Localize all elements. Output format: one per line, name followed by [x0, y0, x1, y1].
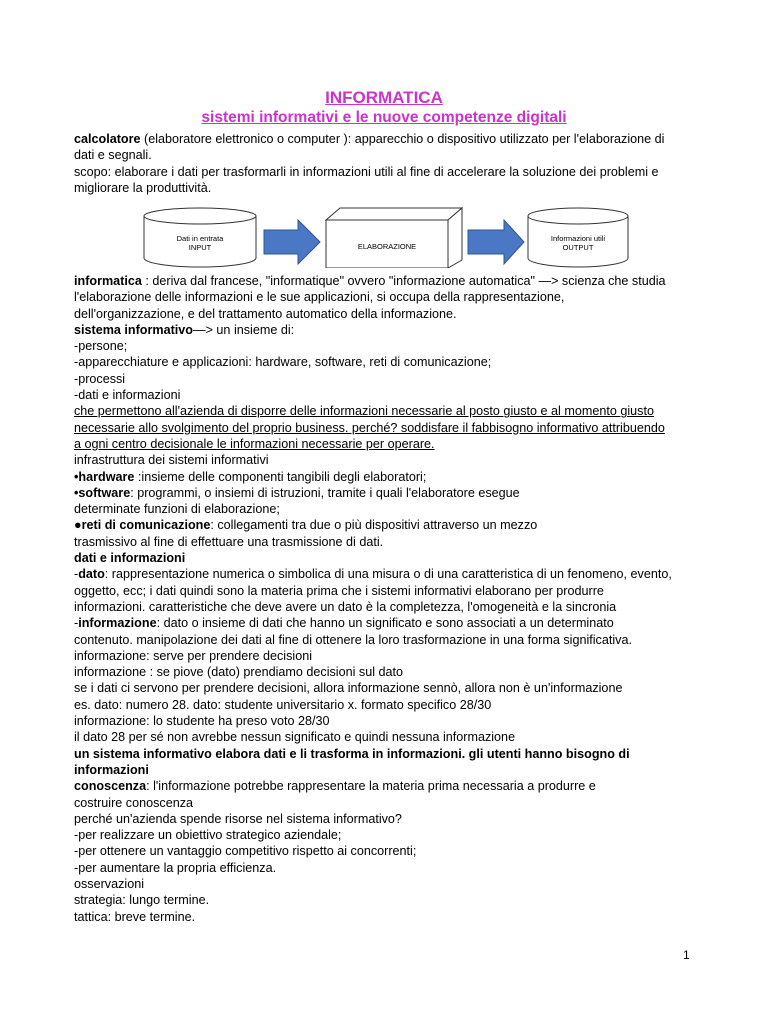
input-label-1: Dati in entrata [176, 234, 224, 243]
arrow-right-icon [264, 220, 320, 264]
text-line: -per aumentare la propria efficienza. [74, 860, 277, 875]
text-line: l'elaborazione delle informazioni e le sue applicazioni, si occupa della rappresentazione, [74, 290, 565, 305]
text-line: un sistema informativo elabora dati e li trasforma in informazioni. gli utenti hanno bisogno di [74, 746, 630, 761]
input-process-output-diagram [140, 206, 630, 268]
body-text [74, 131, 700, 196]
output-cylinder [528, 208, 628, 267]
text-line: informatica : deriva dal francese, "informatique" ovvero "informazione automatica" —> scienza che studia [74, 274, 666, 288]
text-line: es. dato: numero 28. dato: studente universitario x. formato specifico 28/30 [74, 697, 492, 712]
text-line: ●reti di comunicazione: collegamenti tra due o più dispositivi attraverso un mezzo [74, 518, 538, 533]
text-line: infrastruttura dei sistemi informativi [74, 453, 269, 468]
text-line: a ogni centro decisionale le informazioni necessarie per operare. [74, 436, 435, 451]
text-line: sistema informativo—> un insieme di: [74, 322, 295, 337]
text-line: informazione: lo studente ha preso voto 28/30 [74, 714, 330, 729]
text-line: -persone; [74, 339, 128, 354]
text-line: migliorare la produttività. [74, 180, 212, 195]
process-box [326, 208, 462, 268]
text-line: -dato: rappresentazione numerica o simbolica di una misura o di una caratteristica di un fenomeno, evento, [74, 567, 672, 582]
text-line: dell'organizzazione, e del trattamento automatico della informazione. [74, 306, 457, 321]
text-line: il dato 28 per sé non avrebbe nessun significato e quindi nessuna informazione [74, 730, 516, 745]
text-line: calcolatore (elaboratore elettronico o computer ): apparecchio o dispositivo utilizzato per l'elaborazione di [74, 132, 665, 146]
text-line: osservazioni [74, 876, 144, 891]
input-label-2: INPUT [188, 243, 212, 252]
process-label: ELABORAZIONE [357, 242, 417, 251]
text-line: contenuto. manipolazione dei dati al fine di ottenere la loro trasformazione in una forma significativa. [74, 632, 632, 647]
input-cylinder [144, 208, 256, 267]
text-line: tattica: breve termine. [74, 909, 196, 924]
text-line: dati e informazioni [74, 551, 186, 566]
text-line: scopo: elaborare i dati per trasformarli in informazioni utili al fine di accelerare la soluzione dei problemi e [74, 164, 659, 179]
output-label-1: Informazioni utili [550, 234, 606, 243]
page-number: 1 [683, 948, 690, 962]
text-line: dati e segnali. [74, 148, 152, 163]
text-line: perché un'azienda spende risorse nel sistema informativo? [74, 811, 402, 826]
page-title: INFORMATICA [325, 88, 443, 107]
arrow-right-icon [468, 220, 524, 264]
text-line: •software: programmi, o insiemi di istruzioni, tramite i quali l'elaboratore esegue [74, 485, 520, 500]
text-line: informazioni. caratteristiche che deve avere un dato è la completezza, l'omogeneità e la sincronia [74, 599, 617, 614]
text-line: -dati e informazioni [74, 388, 181, 403]
text-line: costruire conoscenza [74, 795, 194, 810]
text-line: -apparecchiature e applicazioni: hardware, software, reti di comunicazione; [74, 355, 492, 370]
text-line: -informazione: dato o insieme di dati che hanno un significato e sono associati a un determinato [74, 616, 614, 631]
text-line: informazione : se piove (dato) prendiamo decisioni sul dato [74, 665, 404, 680]
text-line: se i dati ci servono per prendere decisioni, allora informazione sennò, allora non è un'informazione [74, 681, 623, 696]
text-line: trasmissivo al fine di effettuare una trasmissione di dati. [74, 534, 384, 549]
text-line: -processi [74, 371, 126, 386]
text-line: necessarie allo svolgimento del proprio business. perché? soddisfare il fabbisogno informativo attribuendo [74, 420, 665, 435]
text-line: •hardware :insieme delle componenti tangibili degli elaboratori; [74, 469, 427, 484]
text-line: conoscenza: l'informazione potrebbe rappresentare la materia prima necessaria a produrre e [74, 779, 596, 794]
text-line: che permettono all'azienda di disporre delle informazioni necessarie al posto giusto e al momento giusto [74, 404, 654, 419]
text-line: informazioni [74, 762, 149, 777]
text-line: determinate funzioni di elaborazione; [74, 502, 280, 517]
text-line: strategia: lungo termine. [74, 893, 210, 908]
page-subtitle: sistemi informativi e le nuove competenze digitali [201, 109, 567, 126]
text-line: informazione: serve per prendere decisioni [74, 648, 313, 663]
output-label-2: OUTPUT [562, 243, 594, 252]
text-line: -per ottenere un vantaggio competitivo rispetto ai concorrenti; [74, 844, 417, 859]
text-line: oggetto, ecc; i dati quindi sono la materia prima che i sistemi informativi elaborano per produrre [74, 583, 604, 598]
text-line: -per realizzare un obiettivo strategico aziendale; [74, 828, 342, 843]
body-text-main [74, 273, 700, 925]
